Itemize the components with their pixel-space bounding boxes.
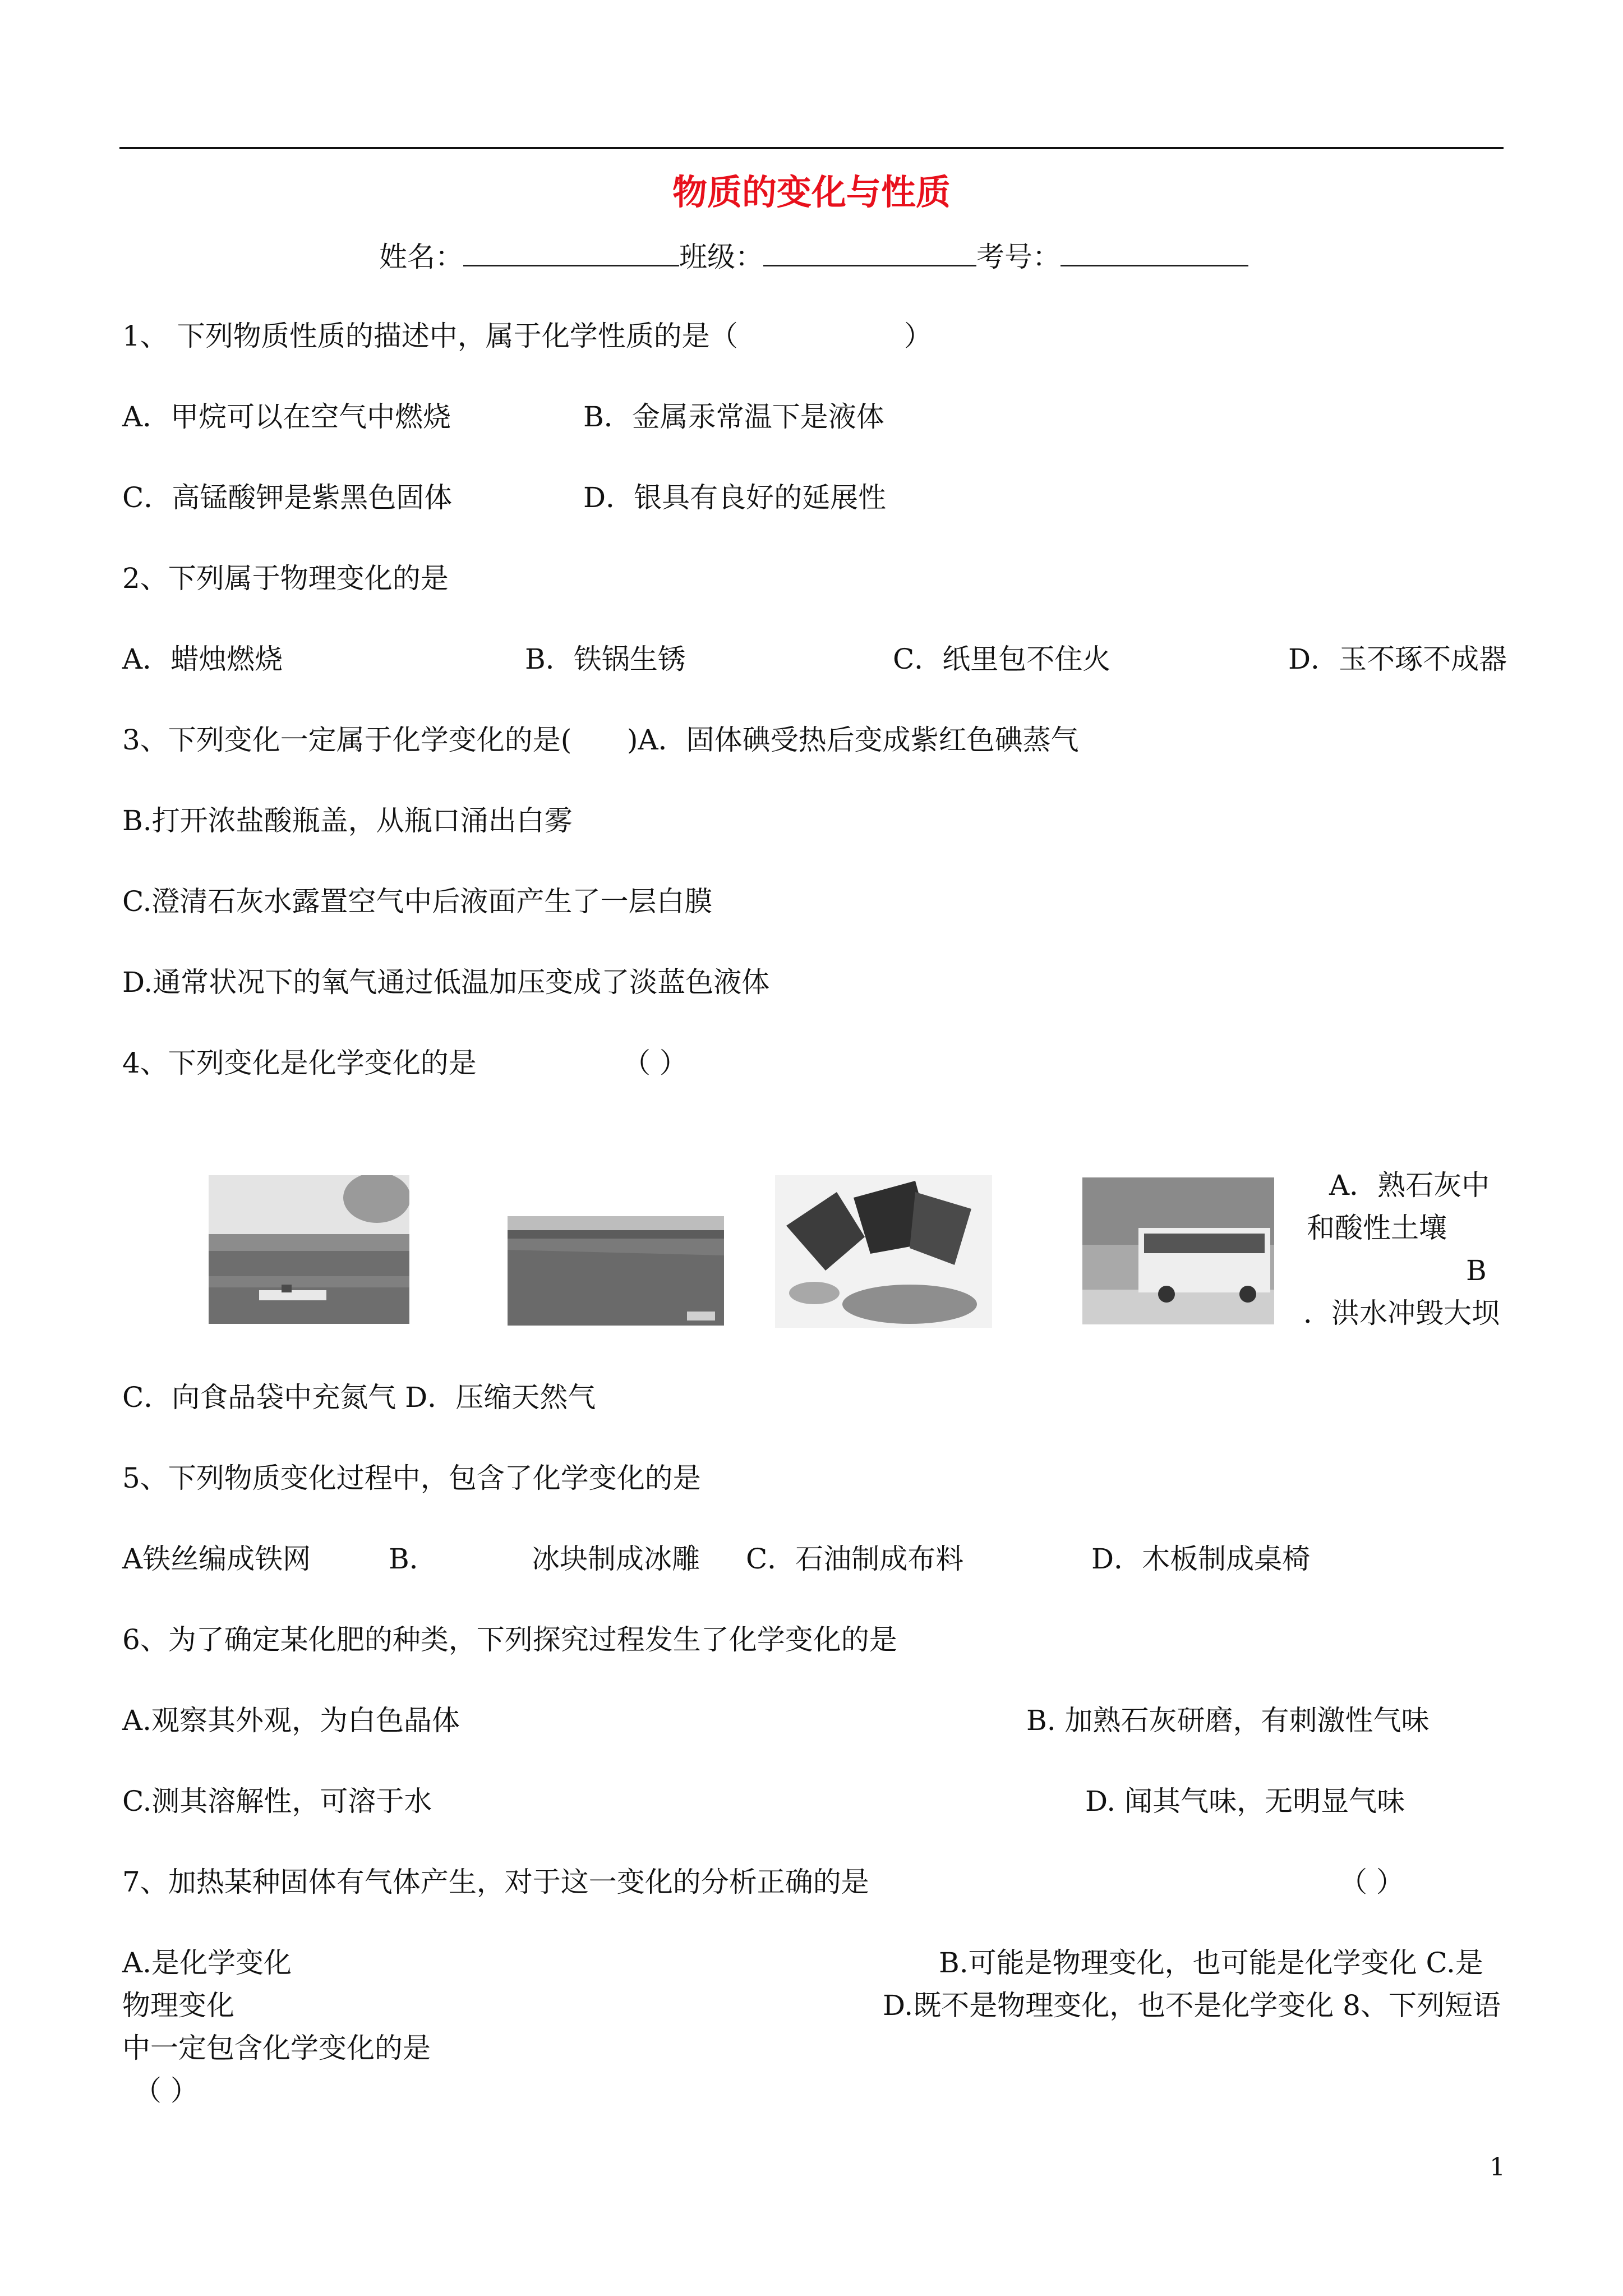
q2-option-b: B．铁锅生锈 <box>525 643 686 675</box>
student-info-line <box>379 240 1248 274</box>
q1-paren-close: ） <box>904 320 932 352</box>
q6-stem: 6、为了确定某化肥的种类，下列探究过程发生了化学变化的是 <box>122 1623 897 1656</box>
q8-stem-cont: 中一定包含化学变化的是 <box>122 2032 431 2064</box>
q5-stem: 5、下列物质变化过程中，包含了化学变化的是 <box>122 1462 701 1494</box>
q2-option-d: D．玉不琢不成器 <box>1288 643 1507 675</box>
q3-option-b: B.打开浓盐酸瓶盖，从瓶口涌出白雾 <box>122 804 573 837</box>
page-number: 1 <box>1490 2153 1505 2182</box>
number-blank[interactable] <box>1061 240 1248 266</box>
q1-stem: 1、 下列物质性质的描述中，属于化学性质的是（ <box>122 320 738 352</box>
name-blank[interactable] <box>463 240 679 266</box>
q5-option-a: A铁丝编成铁网 <box>122 1543 311 1575</box>
q1-option-d: D．银具有良好的延展性 <box>583 481 887 514</box>
q7-stem: 7、加热某种固体有气体产生，对于这一变化的分析正确的是 <box>122 1866 869 1898</box>
q4-side-a2: 和酸性土壤 <box>1307 1212 1447 1244</box>
dam-photo <box>508 1216 724 1326</box>
q5-option-c: C．石油制成布料 <box>746 1543 964 1575</box>
q4-side-b2: ．洪水冲毁大坝 <box>1303 1297 1500 1329</box>
q6-option-d: D. 闻其气味，无明显气味 <box>1085 1785 1405 1818</box>
q4-paren: （ ） <box>623 1047 688 1079</box>
name-label: 姓名： <box>379 241 463 273</box>
q4-side-a1: A．熟石灰中 <box>1329 1169 1490 1202</box>
q7-option-a: A.是化学变化 <box>122 1947 292 1979</box>
q5-option-b: B． <box>389 1543 437 1575</box>
q6-option-c: C.测其溶解性，可溶于水 <box>122 1785 432 1818</box>
q1-option-b: B．金属汞常温下是液体 <box>583 401 884 433</box>
q2-option-a: A．蜡烛燃烧 <box>122 643 283 675</box>
number-label: 考号： <box>976 241 1061 273</box>
q6-option-a: A.观察其外观，为白色晶体 <box>122 1704 460 1737</box>
q6-option-b: B. 加熟石灰研磨，有刺激性气味 <box>1026 1704 1430 1737</box>
q4-options-c-d: C．向食品袋中充氮气 D．压缩天然气 <box>122 1381 596 1414</box>
q7-paren: （ ） <box>1339 1866 1404 1898</box>
bus-photo <box>1082 1177 1274 1324</box>
class-blank[interactable] <box>763 240 976 266</box>
page-title: 物质的变化与性质 <box>672 172 951 213</box>
q4-stem: 4、下列变化是化学变化的是 <box>122 1047 477 1079</box>
q1-option-a: A．甲烷可以在空气中燃烧 <box>122 401 451 433</box>
q3-stem: 3、下列变化一定属于化学变化的是( <box>122 724 572 756</box>
q3-option-c: C.澄清石灰水露置空气中后液面产生了一层白膜 <box>122 885 713 918</box>
q5-option-b-text: 冰块制成冰雕 <box>532 1543 700 1575</box>
q2-stem: 2、下列属于物理变化的是 <box>122 562 449 595</box>
food-bag-photo <box>775 1175 992 1328</box>
q7-option-c-cont: 物理变化 <box>122 1989 234 2022</box>
q8-paren: （ ） <box>133 2074 199 2107</box>
q5-option-d: D．木板制成桌椅 <box>1091 1543 1311 1575</box>
q7-option-d-q8-stem: D.既不是物理变化，也不是化学变化 8、下列短语 <box>883 1989 1501 2022</box>
q7-option-b-c: B.可能是物理变化，也可能是化学变化 C.是 <box>939 1947 1483 1979</box>
q3-option-d: D.通常状况下的氧气通过低温加压变成了淡蓝色液体 <box>122 966 770 999</box>
header-rule <box>119 147 1504 149</box>
q1-option-c: C．高锰酸钾是紫黑色固体 <box>122 481 453 514</box>
farmland-photo <box>209 1175 409 1324</box>
q2-option-c: C．纸里包不住火 <box>893 643 1111 675</box>
class-label: 班级： <box>679 241 763 273</box>
q4-side-b1: B <box>1466 1254 1487 1287</box>
q3-option-a: )A．固体碘受热后变成紫红色碘蒸气 <box>627 724 1079 756</box>
